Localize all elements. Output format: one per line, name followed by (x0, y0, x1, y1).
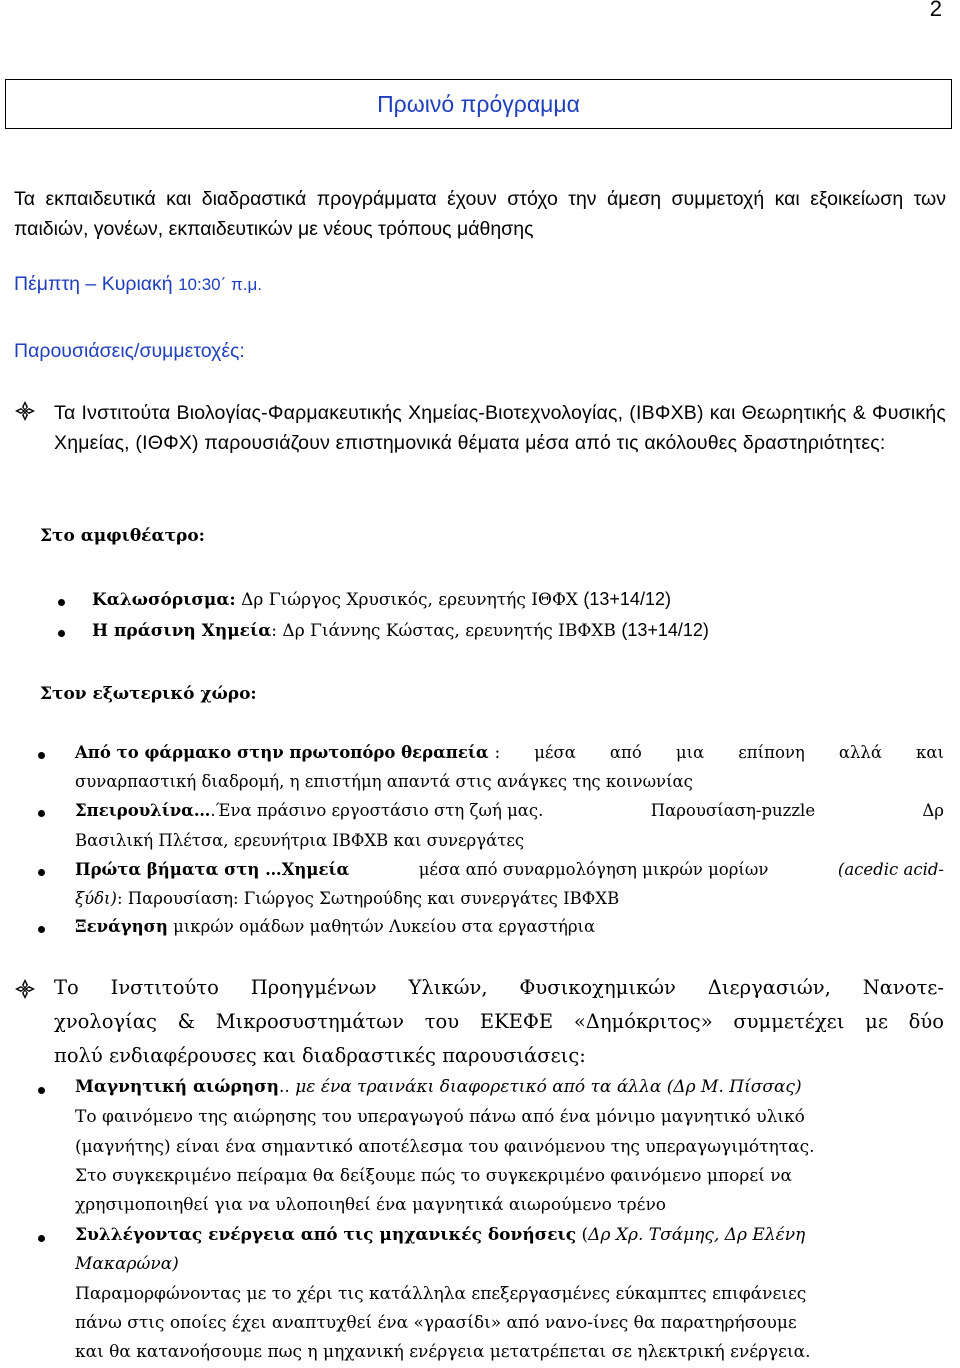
item-line: Μακαρώνα) (75, 1254, 179, 1274)
outdoor-item: Ξενάγηση μικρών ομάδων μαθητών Λυκείου στα εργαστήρια (38, 917, 595, 936)
bullet-dot (58, 599, 65, 606)
item-line: πάνω στις οποίες έχει αναπτυχθεί ένα «γρασίδι» από νανο-ίνες θα παρατηρήσουμε (75, 1313, 797, 1333)
bullet-dot (38, 1235, 45, 1242)
schedule-time: 10:30΄ π.μ. (178, 275, 262, 294)
intro-paragraph: Τα εκπαιδευτικά και διαδραστικά προγράμματα έχουν στόχο την άμεση συμμετοχή και εξοικείωση των παιδιών, γονέων, εκπαιδευτικών με νέους τρόπους μάθησης (14, 188, 946, 240)
item-line: χρησιμοποιηθεί για να υλοποιηθεί ένα μαγνητικά αιωρούμενο τρένο (75, 1195, 667, 1215)
outdoor-heading: Στον εξωτερικό χώρο: (40, 684, 257, 704)
item-title: Μαγνητική αιώρηση (75, 1077, 280, 1097)
outdoor-item: Σπειρουλίνα….Ένα πράσινο εργοστάσιο στη ζωή μας. Παρουσίαση-puzzle Δρ (38, 801, 944, 820)
page-title: Πρωινό πρόγραμμα (377, 91, 580, 117)
item-title: Καλωσόρισμα: (92, 590, 236, 610)
outdoor-item: Από το φάρμακο στην πρωτοπόρο θεραπεία : μέσα από μια επίπονη αλλά και (38, 743, 944, 762)
item-title: Συλλέγοντας ενέργεια από τις μηχανικές δονήσεις (75, 1225, 577, 1245)
item-speaker: Δρ Γιάννης Κώστας, ερευνητής ΙΒΦΧΒ (282, 621, 616, 641)
schedule-line (14, 273, 262, 296)
page-number: 2 (929, 0, 942, 21)
bullet-dot (38, 752, 45, 759)
item-title: Σπειρουλίνα… (75, 801, 211, 820)
diamond-bullet-icon (14, 978, 36, 1000)
item-line: Το φαινόμενο της αιώρησης του υπεραγωγού πάνω από ένα μόνιμο μαγνητικό υλικό (75, 1107, 805, 1127)
item-line: Παραμορφώνοντας με το χέρι τις κατάλληλα επεξεργασμένες εύκαμπτες επιφάνειες (75, 1284, 807, 1304)
schedule-days: Πέμπτη – Κυριακή (14, 273, 173, 295)
institute2-item: Συλλέγοντας ενέργεια από τις μηχανικές δονήσεις (Δρ Χρ. Τσάμης, Δρ Ελένη (38, 1225, 805, 1245)
item-title: Πρώτα βήματα στη …Χημεία (75, 860, 350, 879)
institute1-block (14, 398, 946, 458)
bullet-dot (38, 810, 45, 817)
item-speaker: Δρ Γιώργος Χρυσικός, ερευνητής ΙΘΦΧ (241, 590, 578, 610)
institute1-text: Τα Ινστιτούτα Βιολογίας-Φαρμακευτικής Χημείας-Βιοτεχνολογίας, (ΙΒΦΧΒ) και Θεωρητικής & Φυσικής Χημείας, (ΙΘΦΧ) παρουσιάζουν επιστημονικά θέματα μέσα από τις ακόλουθες δραστηριότητες: (54, 402, 946, 454)
outdoor-item-line2: Βασιλική Πλέτσα, ερευνήτρια ΙΒΦΧΒ και συνεργάτες (75, 831, 525, 850)
bullet-dot (38, 926, 45, 933)
amphitheater-item (58, 589, 671, 610)
outdoor-item-line2: ξύδι): Παρουσίαση: Γιώργος Σωτηρούδης και συνεργάτες ΙΒΦΧΒ (75, 889, 620, 908)
item-dates: (13+14/12) (583, 589, 671, 609)
diamond-bullet-icon (14, 400, 36, 422)
outdoor-item: Πρώτα βήματα στη …Χημεία μέσα από συναρμολόγηση μικρών μορίων (acedic acid- (38, 860, 944, 879)
bullet-dot (58, 630, 65, 637)
bullet-dot (38, 869, 45, 876)
participations-heading: Παρουσιάσεις/συμμετοχές: (14, 340, 245, 362)
item-title: Ξενάγηση (75, 917, 168, 936)
outdoor-item-line2: συναρπαστική διαδρομή, η επιστήμη απαντά στις ανάγκες της κοινωνίας (75, 772, 693, 791)
institute2-line2: χνολογίας & Μικροσυστημάτων του ΕΚΕΦΕ «Δημόκριτος» συμμετέχει με δύο (54, 1010, 944, 1033)
item-title: Από το φάρμακο στην πρωτοπόρο θεραπεία (75, 743, 489, 762)
item-line: και θα κατανοήσουμε πως η μηχανική ενέργεια μετατρέπεται σε ηλεκτρική ενέργεια. (75, 1342, 811, 1362)
title-box (5, 79, 952, 129)
institute2-item: Μαγνητική αιώρηση.. με ένα τραινάκι διαφορετικό από τα άλλα (Δρ Μ. Πίσσας) (38, 1077, 802, 1097)
bullet-dot (38, 1087, 45, 1094)
item-line: (μαγνήτης) είναι ένα σημαντικό αποτέλεσμα του φαινόμενου της υπεραγωγιμότητας. (75, 1137, 815, 1157)
item-dates: (13+14/12) (621, 620, 709, 640)
institute2-line3: πολύ ενδιαφέρουσες και διαδραστικές παρουσιάσεις: (54, 1044, 586, 1067)
amphitheater-heading: Στο αμφιθέατρο: (40, 526, 205, 546)
item-title: Η πράσινη Χημεία (92, 621, 272, 641)
institute2-line1: Το Ινστιτούτο Προηγμένων Υλικών, Φυσικοχημικών Διεργασιών, Νανοτε- (54, 976, 944, 999)
amphitheater-item: Η πράσινη Χημεία: Δρ Γιάννης Κώστας, ερευνητής ΙΒΦΧΒ (13+14/12) (58, 620, 709, 641)
item-line: Στο συγκεκριμένο πείραμα θα δείξουμε πώς το συγκεκριμένο φαινόμενο μπορεί να (75, 1166, 793, 1186)
